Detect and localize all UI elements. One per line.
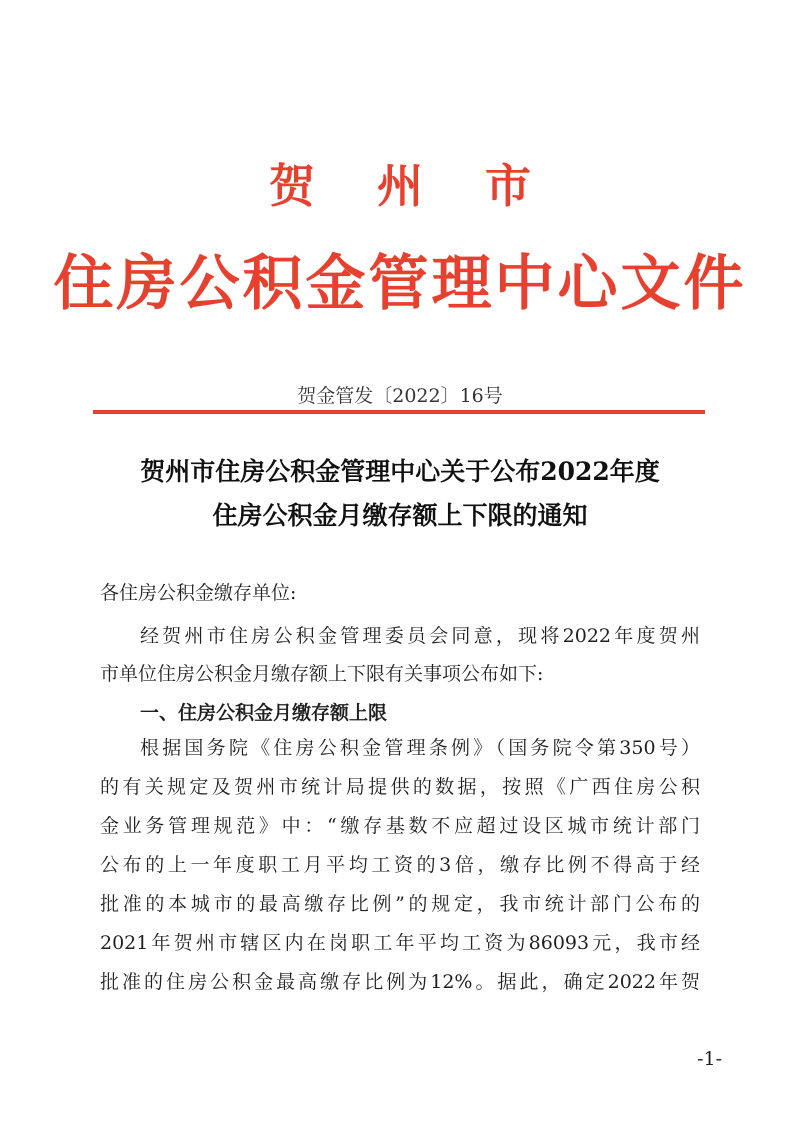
section-1-heading: 一、住房公积金月缴存额上限 — [140, 702, 388, 724]
salutation: 各住房公积金缴存单位: — [100, 582, 297, 604]
paragraph-2-line-3: 金业务管理规范》中：“缴存基数不应超过设区城市统计部门 — [100, 815, 700, 837]
paragraph-1-line-1: 经贺州市住房公积金管理委员会同意，现将2022年度贺州 — [140, 625, 700, 647]
masthead-city: 贺州市 — [269, 159, 593, 213]
paragraph-2-line-5: 批准的本城市的最高缴存比例”的规定，我市统计部门公布的 — [100, 893, 700, 915]
document-number: 贺金管发〔2022〕16号 — [297, 385, 503, 407]
page-number: -1- — [697, 1048, 722, 1070]
notice-title-line-1: 贺州市住房公积金管理中心关于公布2022年度 — [140, 457, 660, 486]
paragraph-2-line-7: 批准的住房公积金最高缴存比例为12%。据此，确定2022年贺 — [100, 971, 700, 993]
masthead-agency: 住房公积金管理中心文件 — [53, 249, 747, 319]
notice-title — [60, 450, 740, 538]
paragraph-2-line-2: 的有关规定及贺州市统计局提供的数据，按照《广西住房公积 — [100, 776, 700, 798]
paragraph-2-line-1: 根据国务院《住房公积金管理条例》（国务院令第350号） — [140, 737, 700, 759]
paragraph-1-line-2: 市单位住房公积金月缴存额上下限有关事项公布如下: — [100, 663, 544, 685]
red-divider-line — [93, 410, 705, 414]
paragraph-2-line-4: 公布的上一年度职工月平均工资的3倍，缴存比例不得高于经 — [100, 854, 700, 876]
paragraph-2-line-6: 2021年贺州市辖区内在岗职工年平均工资为86093元，我市经 — [100, 932, 700, 954]
notice-title-line-2: 住房公积金月缴存额上下限的通知 — [212, 501, 588, 530]
